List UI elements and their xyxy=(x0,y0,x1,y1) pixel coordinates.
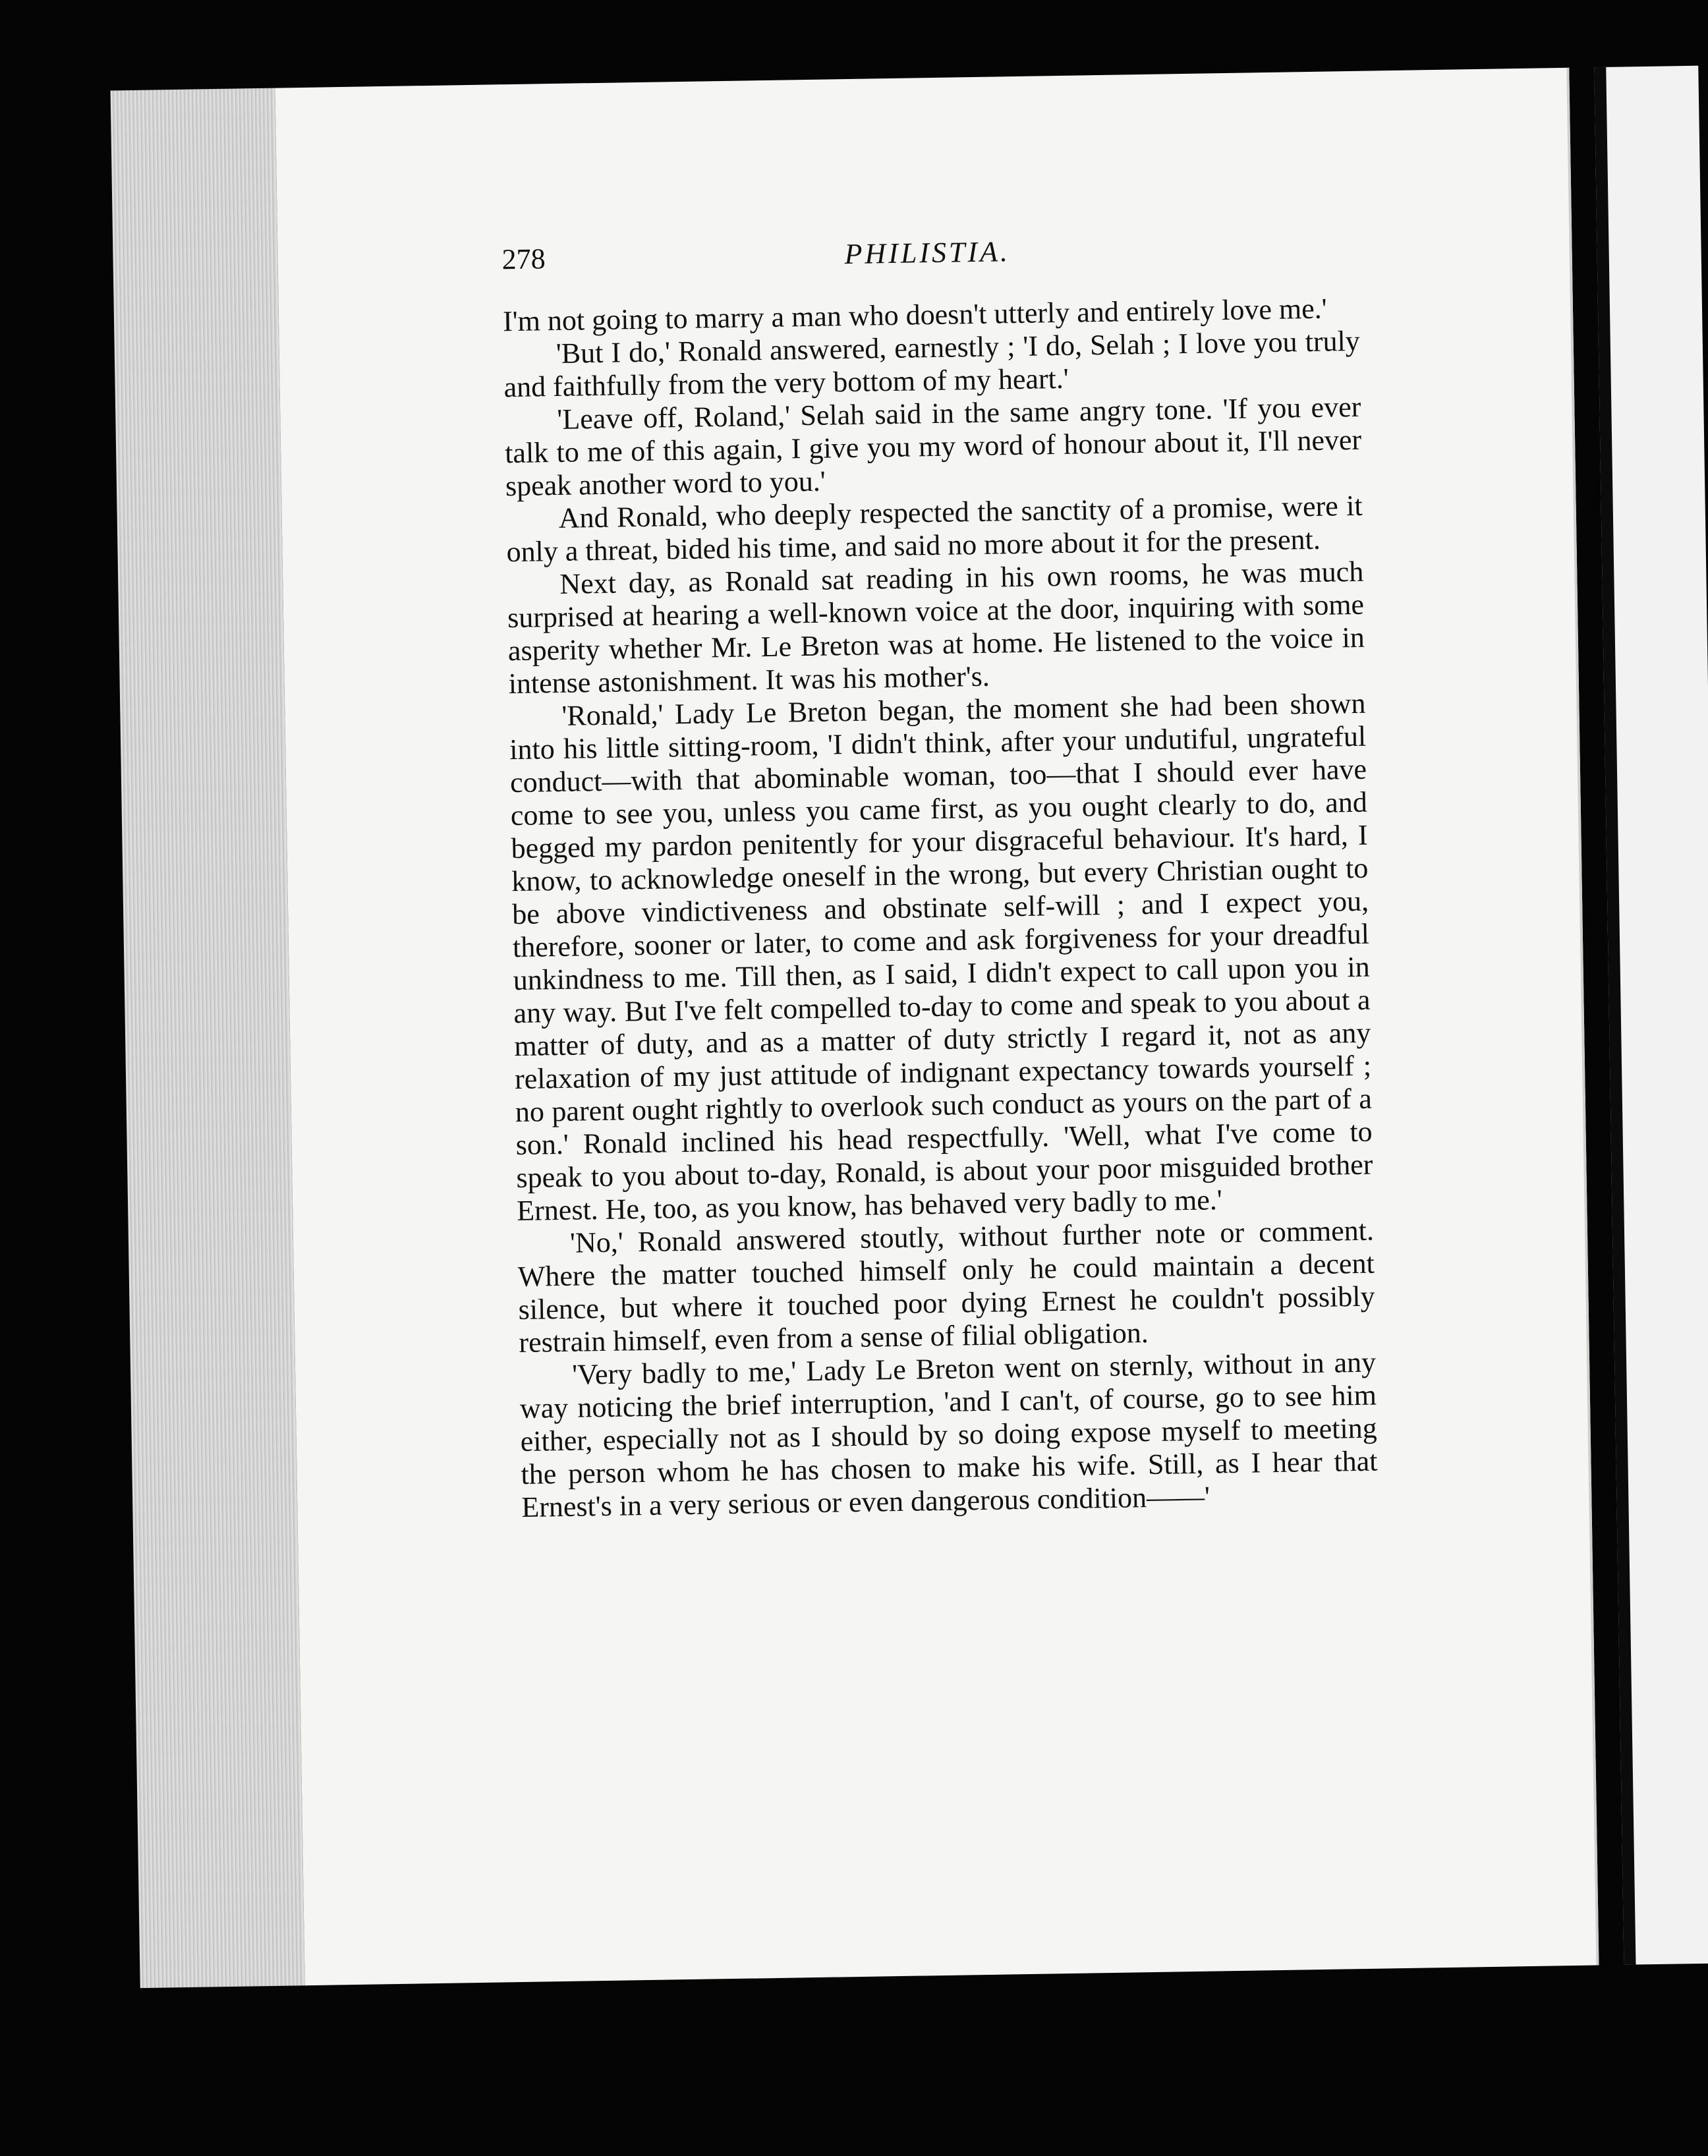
paragraph-7: 'No,' Ronald answered stoutly, without further note or comment. Where the matter touched himself only he could maintain a decent silence, but where it touched poor dying Ernest he couldn't possibly restrain himself, even from a sense of filial obligation. xyxy=(517,1214,1375,1359)
book-page xyxy=(275,68,1599,1985)
paragraph-3: 'Leave off, Roland,' Selah said in the same angry tone. 'If you ever talk to me of this again, I give you my word of honour about it, I'll never speak another word to you.' xyxy=(504,390,1362,503)
paragraph-1: I'm not going to marry a man who doesn't utterly and entirely love me.' xyxy=(502,292,1327,338)
paragraph-2: 'But I do,' Ronald answered, earnestly ; 'I do, Selah ; I love you truly and faithfully from the very bottom of my heart.' xyxy=(503,324,1361,404)
page-body xyxy=(503,292,1379,1524)
page-header xyxy=(501,229,1359,289)
paragraph-6: 'Ronald,' Lady Le Breton began, the moment she had been shown into his little sitting-room, 'I didn't think, after your undutiful, ungrateful conduct—with that abominable woman, too—that I should ever have come to see you, unless you came first, as you ought clearly to do, and begged my pardon penitently for your disgraceful behaviour. It's hard, I know, to acknowledge oneself in the wrong, but every Christian ought to be above vindictiveness and obstinate self-will ; and I expect you, therefore, sooner or later, to come and ask forgiveness for your dreadful unkindness to me. Till then, as I said, I didn't expect to call upon you in any way. But I've felt compelled to-day to come and speak to you about a matter of duty, and as a matter of duty strictly I regard it, not as any relaxation of my just attitude of indignant expectancy towards yourself ; no parent ought rightly to overlook such conduct as yours on the part of a son.' Ronald inclined his head respectfully. 'Well, what I've come to speak to you about to-day, Ronald, is about your poor misguided brother Ernest. He, too, as you know, has behaved very badly to me.' xyxy=(509,687,1373,1228)
book-page-block xyxy=(111,68,1597,1988)
page-number: 278 xyxy=(501,242,546,276)
paragraph-5: Next day, as Ronald sat reading in his own rooms, he was much surprised at hearing a well-known voice at the door, inquiring with some asperity whether Mr. Le Breton was at home. He listened to the voice in intense astonishment. It was his mother's. xyxy=(507,555,1365,700)
page-edges xyxy=(111,88,307,1989)
facing-page-edge xyxy=(1594,66,1708,1965)
paragraph-4: And Ronald, who deeply respected the sanctity of a promise, were it only a threat, bided his time, and said no more about it for the present. xyxy=(506,489,1363,569)
running-title: PHILISTIA. xyxy=(844,235,1011,271)
paragraph-8: 'Very badly to me,' Lady Le Breton went on sternly, without in any way noticing the brief interruption, 'and I can't, of course, go to see him either, especially not as I should by so doing expose myself to meeting the person whom he has chosen to make his wife. Still, as I hear that Ernest's in a very serious or even dangerous condition——' xyxy=(519,1346,1378,1523)
